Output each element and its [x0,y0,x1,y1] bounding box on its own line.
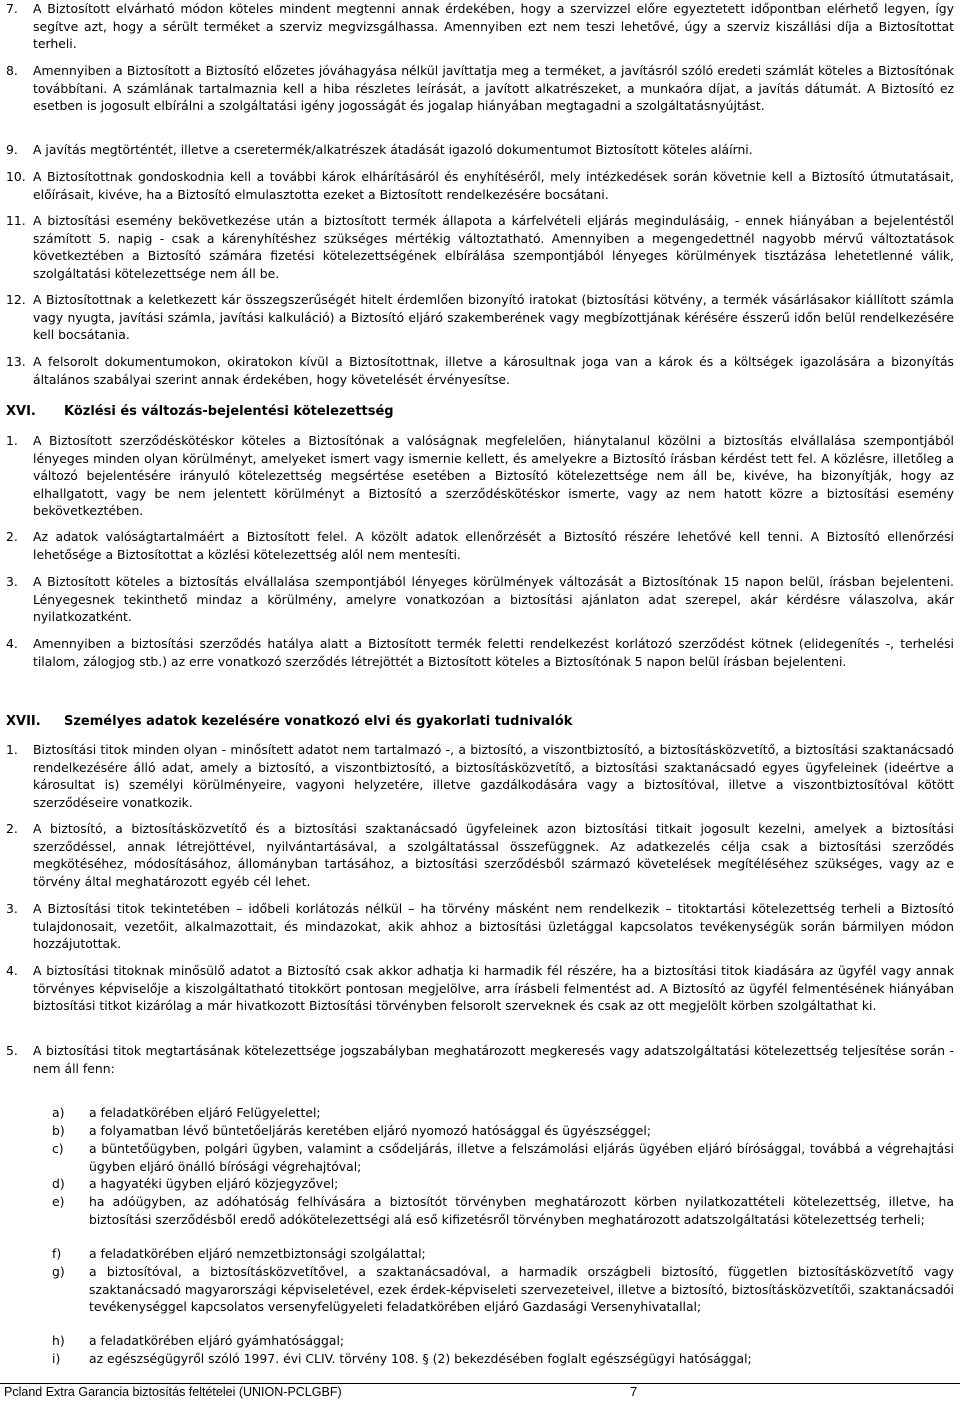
sub-list-item [52,1263,954,1316]
list-item [6,528,954,563]
footer-title: Pcland Extra Garancia biztosítás feltételei (UNION-PCLGBF) [4,1385,342,1399]
item-number: 2. [6,821,18,836]
list-item [6,900,954,953]
sub-item-letter: c) [52,1141,64,1156]
section-title: Közlési és változás-bejelentési kötelezettség [64,404,394,419]
item-number: 10. [6,169,26,184]
section-title: Személyes adatok kezelésére vonatkozó elvi és gyakorlati tudnivalók [64,714,573,729]
list-item [6,168,954,203]
item-number: 4. [6,636,18,651]
sub-list-item [52,1140,954,1175]
item-number: 1. [6,433,18,448]
sub-list-item [52,1104,954,1122]
sub-item-letter: g) [52,1264,65,1279]
list-item [6,635,954,670]
sub-item-text: a hagyatéki ügyben eljáró közjegyzővel; [89,1176,339,1191]
item-text: Amennyiben a biztosítási szerződés hatálya alatt a Biztosított termék feletti rendelkezést korlátozó szerződést kötnek (elidegenítés -, terhelési tilalom, zálogjog stb.) az erre vonatkozó szerződés létrejöttét a Biztosított köteles a Biztosítónak 5 napon belül írásban bejelenteni. [33,636,954,669]
section-number: XVII. [6,714,41,729]
list-item [6,62,954,115]
sub-item-text: az egészségügyről szóló 1997. évi CLIV. törvény 108. § (2) bekezdésében foglalt egészségügyi hatósággal; [89,1351,752,1366]
item-number: 4. [6,963,18,978]
sub-item-text: a feladatkörében eljáró nemzetbiztonsági szolgálattal; [89,1246,426,1261]
item-text: A Biztosítási titok tekintetében – időbeli korlátozás nélkül – ha törvény másként nem rendelkezik – titoktartási kötelezettség terheli a Biztosító tulajdonosait, vezetőit, alkalmazottait, és mindazokat, akik ahhoz a biztosítási üzletággal kapcsolatos tevékenységük során bármilyen módon hozzájutottak. [33,901,954,951]
sub-item-letter: a) [52,1105,65,1120]
item-text: A felsorolt dokumentumokon, okiratokon kívül a Biztosítottnak, illetve a károsultnak joga van a károk és a költségek igazolására a bizonyítás általános szabályai szerint annak érdekében, hogy követelését érvényesítse. [33,354,954,387]
item-text: A Biztosítottnak a keletkezett kár összegszerűségét hitelt érdemlően bizonyító iratokat (biztosítási kötvény, a termék vásárlásakor kiállított számla vagy nyugta, javítási számla, javítási kalkuláció) a Biztosító eljáró szakemberének vagy megbízottjának kérésére ésszerű időn belül rendelkezésére kell bocsátania. [33,292,954,342]
sub-list-item [52,1175,954,1193]
sub-item-letter: b) [52,1123,65,1138]
item-text: A Biztosított szerződéskötéskor köteles a Biztosítónak a valóságnak megfelelően, hiánytalanul közölni a biztosítás elvállalása szempontjából lényeges minden olyan körülményt, amelyeket ismert vagy ismernie kellett, és amelyekre a Biztosító írásban kérdést tett fel. A közlésre, illetőleg a változó bejelentésére irányuló kötelezettség megsértése esetében a Biztosító kötelezettsége nem áll be, kivéve, ha bizonyítják, hogy az elhallgatott, vagy be nem jelentett körülményt a Biztosító a szerződéskötéskor ismerte, vagy az nem hatott közre a biztosítási esemény bekövetkeztében. [33,433,954,518]
list-item [6,353,954,388]
item-text: A biztosítási esemény bekövetkezése után a biztosított termék állapota a kárfelvételi eljárás megindulásáig, - ennek hiányában a bejelentéstől számított 5. napig - csak a kárenyhítéshez szükséges mértékig változtatható. Amennyiben a megengedettnél nagyobb mérvű változtatások következtében a Biztosító számára fizetési kötelezettségének elbírálása szempontjából lényeges körülmények tisztázása lehetetlenné válik, szolgáltatási kötelezettsége nem áll be. [33,213,954,281]
section-number: XVI. [6,404,36,419]
item-text: A biztosító, a biztosításközvetítő és a biztosítási szaktanácsadó ügyfeleinek azon biztosítási titkait jogosult kezelni, amelyek a biztosítási szerződéssel, annak létrejöttével, nyilvántartásával, a szolgáltatással összefüggnek. Az adatkezelés célja csak a biztosítási szerződés megkötéséhez, módosításához, állományban tartásához, a biztosítási szerződésből származó követelések megítéléséhez szükséges, vagy az e törvény által meghatározott egyéb cél lehet. [33,821,954,889]
item-number: 9. [6,142,18,157]
sub-item-letter: i) [52,1351,61,1366]
list-item [6,432,954,520]
item-text: Biztosítási titok minden olyan - minősített adatot nem tartalmazó -, a biztosító, a viszontbiztosító, a biztosításközvetítő, a biztosítási szaktanácsadó rendelkezésére álló adat, amely a biztosító, a viszontbiztosító, a biztosításközvetítő, a biztosítási szaktanácsadó egyes ügyfeleinek (ideértve a károsultat is) személyi körülményeire, vagyoni helyzetére, illetve gazdálkodására vagy a biztosítóval, illetve a viszontbiztosítóval kötött szerződéseire vonatkozik. [33,742,954,810]
sub-item-text: a büntetőügyben, polgári ügyben, valamint a csődeljárás, illetve a felszámolási eljárás ügyében eljáró bírósággal, továbbá a végrehajtási ügyben eljáró önálló bírósági végrehajtóval; [89,1141,954,1174]
sub-item-text: a biztosítóval, a biztosításközvetítővel, a szaktanácsadóval, a harmadik országbeli biztosító, független biztosításközvetítő vagy szaktanácsadó magyarországi képviseletével, ezek érdek-képviseleti szervezeteivel, illetve a biztosító, biztosításközvetítői, szaktanácsadói tevékenységgel kapcsolatos versenyfelügyeleti feladatkörében eljáró Gazdasági Versenyhivatallal; [89,1264,954,1314]
item-text: Amennyiben a Biztosított a Biztosító előzetes jóváhagyása nélkül javíttatja meg a terméket, a javításról szóló eredeti számlát köteles a Biztosítónak továbbítani. A számlának tartalmaznia kell a hiba részletes leírását, a javított alkatrészeket, a munkaóra díjat, a javítás dátumát. A Biztosító ez esetben is jogosult elbírálni a szolgáltatási igény jogosságát és jogalap hiányában megtagadni a szolgáltatásnyújtást. [33,63,954,113]
sub-item-text: a feladatkörében eljáró gyámhatósággal; [89,1333,345,1348]
sub-item-letter: e) [52,1194,65,1209]
item-number: 13. [6,354,26,369]
item-text: A Biztosítottnak gondoskodnia kell a további károk elhárításáról és enyhítéséről, mely intézkedések során követnie kell a Biztosító útmutatásait, előírásait, kivéve, ha a Biztosító elmulasztotta ezeket a Biztosított rendelkezésére bocsátani. [33,169,954,202]
list-item [6,141,954,159]
page-number: 7 [630,1384,638,1399]
list-item [6,0,954,53]
list-item [6,573,954,626]
item-text: A javítás megtörténtét, illetve a cseretermék/alkatrészek átadását igazoló dokumentumot Biztosított köteles aláírni. [33,142,753,157]
item-number: 8. [6,63,18,78]
sub-item-text: a folyamatban lévő büntetőeljárás keretében eljáró nyomozó hatósággal és ügyészséggel; [89,1123,651,1138]
sub-item-letter: h) [52,1333,65,1348]
list-item [6,820,954,890]
list-item [6,212,954,282]
item-text: Az adatok valóságtartalmáért a Biztosított felel. A közölt adatok ellenőrzését a Biztosító részére lehetővé kell tenni. A Biztosító ellenőrzési lehetősége a Biztosítottat a közlési kötelezettség alól nem mentesíti. [33,529,954,562]
footer-divider [0,1383,960,1384]
sub-list-item [52,1332,954,1350]
list-item [6,962,954,1015]
item-text: A biztosítási titoknak minősülő adatot a Biztosító csak akkor adhatja ki harmadik fél részére, ha a biztosítási titok kiadására az ügyfél vagy annak törvényes képviselője a kiszolgáltatható titokkört pontosan megjelölve, arra írásbeli felmentést ad. A Biztosító az ügyfél felmentésének hiányában biztosítási titkot kizárólag a már hivatkozott Biztosítási törvényben felsorolt szerveknek és csak az ott megjelölt körben szolgáltathat ki. [33,963,954,1013]
item-number: 2. [6,529,18,544]
sub-list-item [52,1245,954,1263]
item-number: 7. [6,1,18,16]
list-item [6,741,954,811]
sub-item-text: a feladatkörében eljáró Felügyelettel; [89,1105,321,1120]
sub-item-text: ha adóügyben, az adóhatóság felhívására a biztosítót törvényben meghatározott körben nyilatkozattételi kötelezettség, illetve, ha biztosítási szerződésből eredő adókötelezettségi alá eső kifizetésről törvényben meghatározott adatszolgáltatási kötelezettség terheli; [89,1194,954,1227]
item-text: A Biztosított köteles a biztosítás elvállalása szempontjából lényeges körülmények változását a Biztosítónak 15 napon belül, írásban bejelenteni. Lényegesnek tekinthető mindaz a körülmény, amelyre vonatkozóan a biztosítási ajánlaton adat szerepel, akár kérdésre válaszolva, akár nyilatkozatként. [33,574,954,624]
item-text: A biztosítási titok megtartásának kötelezettsége jogszabályban meghatározott megkeresés vagy adatszolgáltatási kötelezettség teljesítése során - nem áll fenn: [33,1043,954,1076]
item-number: 5. [6,1043,18,1058]
sub-list-item [52,1193,954,1228]
item-text: A Biztosított elvárható módon köteles mindent megtenni annak érdekében, hogy a szervizzel előre egyeztetett időpontban elérhető legyen, így segítve azt, hogy a sérült terméket a szerviz megvizsgálhassa. Amennyiben ezt nem teszi lehetővé, úgy a szerviz kiszállási díja a Biztosítottat terheli. [33,1,954,51]
item-number: 3. [6,901,18,916]
list-item [6,1042,954,1077]
item-number: 1. [6,742,18,757]
sub-list-item [52,1350,954,1368]
sub-item-letter: d) [52,1176,65,1191]
item-number: 11. [6,213,26,228]
sub-list-item [52,1122,954,1140]
list-item [6,291,954,344]
sub-item-letter: f) [52,1246,62,1261]
item-number: 3. [6,574,18,589]
item-number: 12. [6,292,26,307]
